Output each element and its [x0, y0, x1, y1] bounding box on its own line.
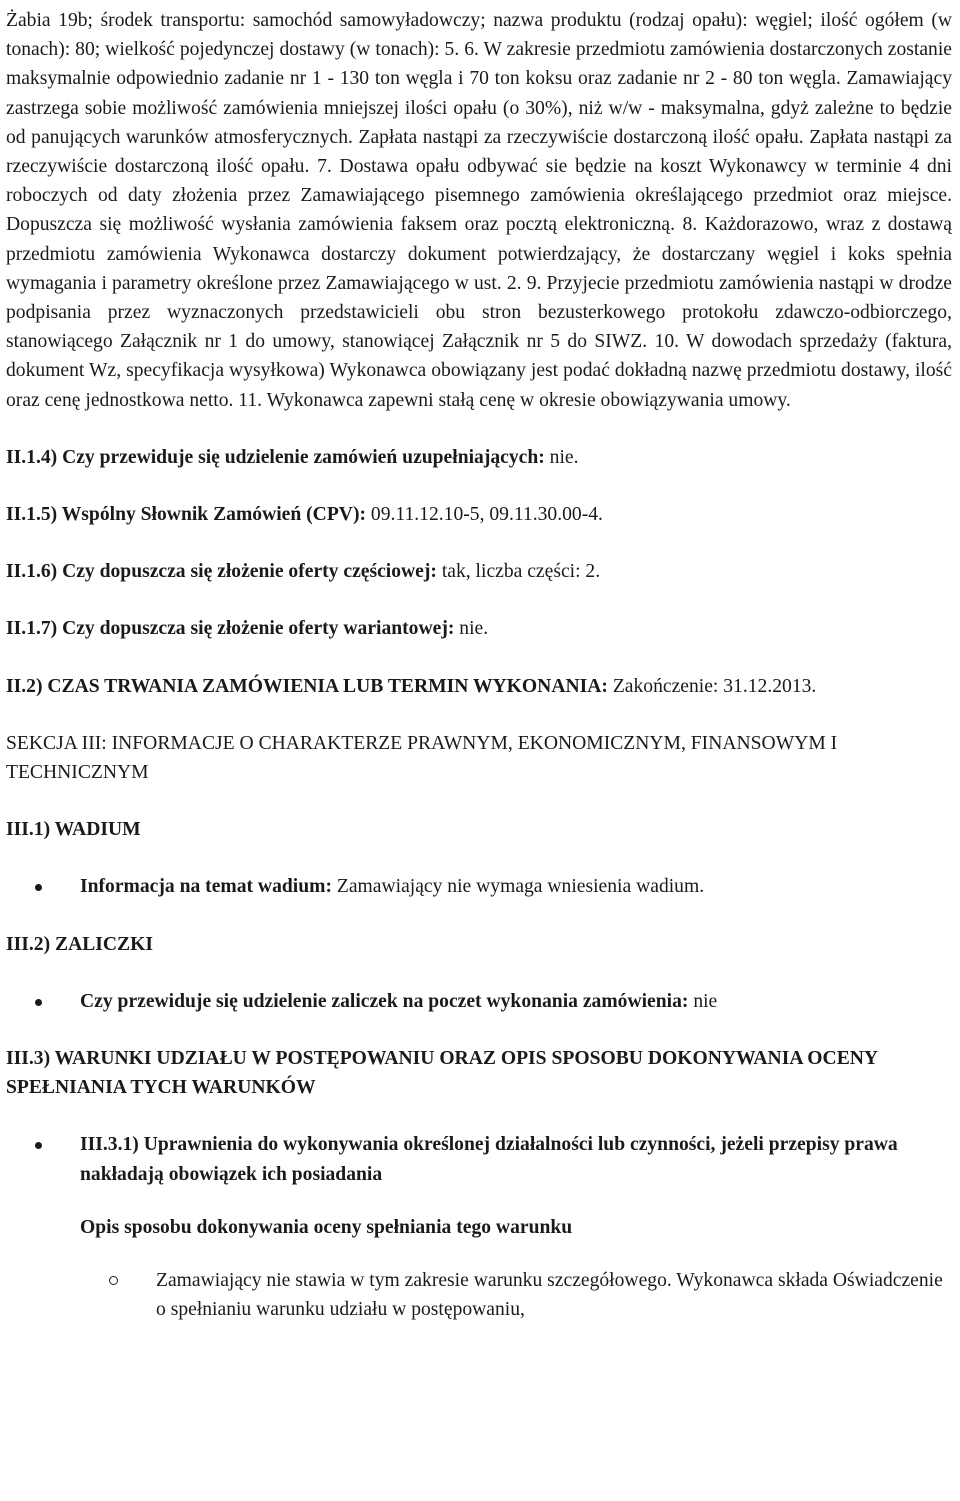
- wadium-label: Informacja na temat wadium:: [80, 876, 332, 898]
- item-label: II.2) CZAS TRWANIA ZAMÓWIENIA LUB TERMIN WYKONANIA:: [6, 675, 608, 697]
- item-value: 09.11.12.10-5, 09.11.30.00-4.: [366, 504, 603, 526]
- section-iii-title: SEKCJA III: INFORMACJE O CHARAKTERZE PRAWNYM, EKONOMICZNYM, FINANSOWYM I TECHNICZNYM: [6, 732, 838, 784]
- item-ii-1-4: [6, 443, 952, 472]
- zaliczki-list: [6, 987, 952, 1016]
- zaliczki-value: nie: [688, 990, 718, 1012]
- item-label: II.1.7) Czy dopuszcza się złożenie oferty wariantowej:: [6, 618, 455, 640]
- item-ii-1-5: [6, 500, 952, 529]
- item-ii-1-6: [6, 557, 952, 586]
- item-label: II.1.4) Czy przewiduje się udzielenie zamówień uzupełniających:: [6, 446, 545, 468]
- wadium-heading: III.1) WADIUM: [6, 819, 141, 841]
- list-item: Zamawiający nie stawia w tym zakresie warunku szczegółowego. Wykonawca składa Oświadczenie o spełnianiu warunku udziału w postępowaniu,: [6, 1266, 952, 1324]
- wadium-list: [6, 872, 952, 901]
- item-label: II.1.5) Wspólny Słownik Zamówień (CPV):: [6, 504, 366, 526]
- list-item: [6, 987, 952, 1016]
- list-item: III.3.1) Uprawnienia do wykonywania określonej działalności lub czynności, jeżeli przepisy prawa nakładają obowiązek ich posiadania: [6, 1130, 952, 1188]
- item-value: nie.: [544, 446, 579, 468]
- warunki-heading: III.3) WARUNKI UDZIAŁU W POSTĘPOWANIU ORAZ OPIS SPOSOBU DOKONYWANIA OCENY SPEŁNIANIA TYCH WARUNKÓW: [6, 1048, 878, 1099]
- item-value: Zakończenie: 31.12.2013.: [607, 675, 817, 697]
- item-label: II.1.6) Czy dopuszcza się złożenie oferty częściowej:: [6, 561, 437, 583]
- item-value: tak, liczba części: 2.: [436, 561, 601, 583]
- opis-list: [6, 1266, 952, 1324]
- zaliczki-label: Czy przewiduje się udzielenie zaliczek na poczet wykonania zamówienia:: [80, 990, 689, 1012]
- opis-heading: Opis sposobu dokonywania oceny spełniania tego warunku: [80, 1216, 573, 1238]
- item-value: nie.: [454, 618, 489, 640]
- item-ii-1-7: [6, 614, 952, 643]
- item-ii-2: [6, 672, 952, 701]
- intro-paragraph: Żabia 19b; środek transportu: samochód samowyładowczy; nazwa produktu (rodzaj opału): węgiel; ilość ogółem (w tonach): 80; wielkość pojedynczej dostawy (w tonach): 5. 6. W zakresie przedmiotu zamówienia dostarczonych zostanie maksymalnie odpowiednio zadanie nr 1 - 130 ton węgla i 70 ton koksu oraz zadanie nr 2 - 80 ton węgla. Zamawiający zastrzega sobie możliwość zamówienia mniejszej ilości opału (o 30%), niż w/w - maksymalna, gdyż zależne to będzie od panujących warunków atmosferycznych. Zapłata nastąpi za rzeczywiście dostarczoną ilość opału. Zapłata nastąpi za rzeczywiście dostarczoną ilość opału. 7. Dostawa opału odbywać sie będzie na koszt Wykonawcy w terminie 4 dni roboczych od daty złożenia przez Zamawiającego pisemnego zamówienia określającego przedmiot oraz miejsce. Dopuszcza się możliwość wysłania zamówienia faksem oraz pocztą elektroniczną. 8. Każdorazowo, wraz z dostawą przedmiotu zamówienia Wykonawca dostarczy dokument potwierdzający, że dostarczany węgiel i koks spełnia wymagania i parametry określone przez Zamawiającego w ust. 2. 9. Przyjecie przedmiotu zamówienia nastąpi w drodze podpisania przez wyznaczonych przedstawicieli obu stron bezusterkowego protokołu zdawczo-odbiorczego, stanowiącego Załącznik nr 1 do umowy, stanowiącej Załącznik nr 5 do SIWZ. 10. W dowodach sprzedaży (faktura, dokument Wz, specyfikacja wysyłkowa) Wykonawca obowiązany jest podać dokładną nazwę przedmiotu dostawy, ilość oraz cenę jednostkowa netto. 11. Wykonawca zapewni stałą cenę w okresie obowiązywania umowy.: [6, 10, 952, 411]
- zaliczki-heading: III.2) ZALICZKI: [6, 933, 153, 955]
- wadium-value: Zamawiający nie wymaga wniesienia wadium.: [331, 876, 705, 898]
- warunki-list: [6, 1130, 952, 1188]
- list-item: [6, 872, 952, 901]
